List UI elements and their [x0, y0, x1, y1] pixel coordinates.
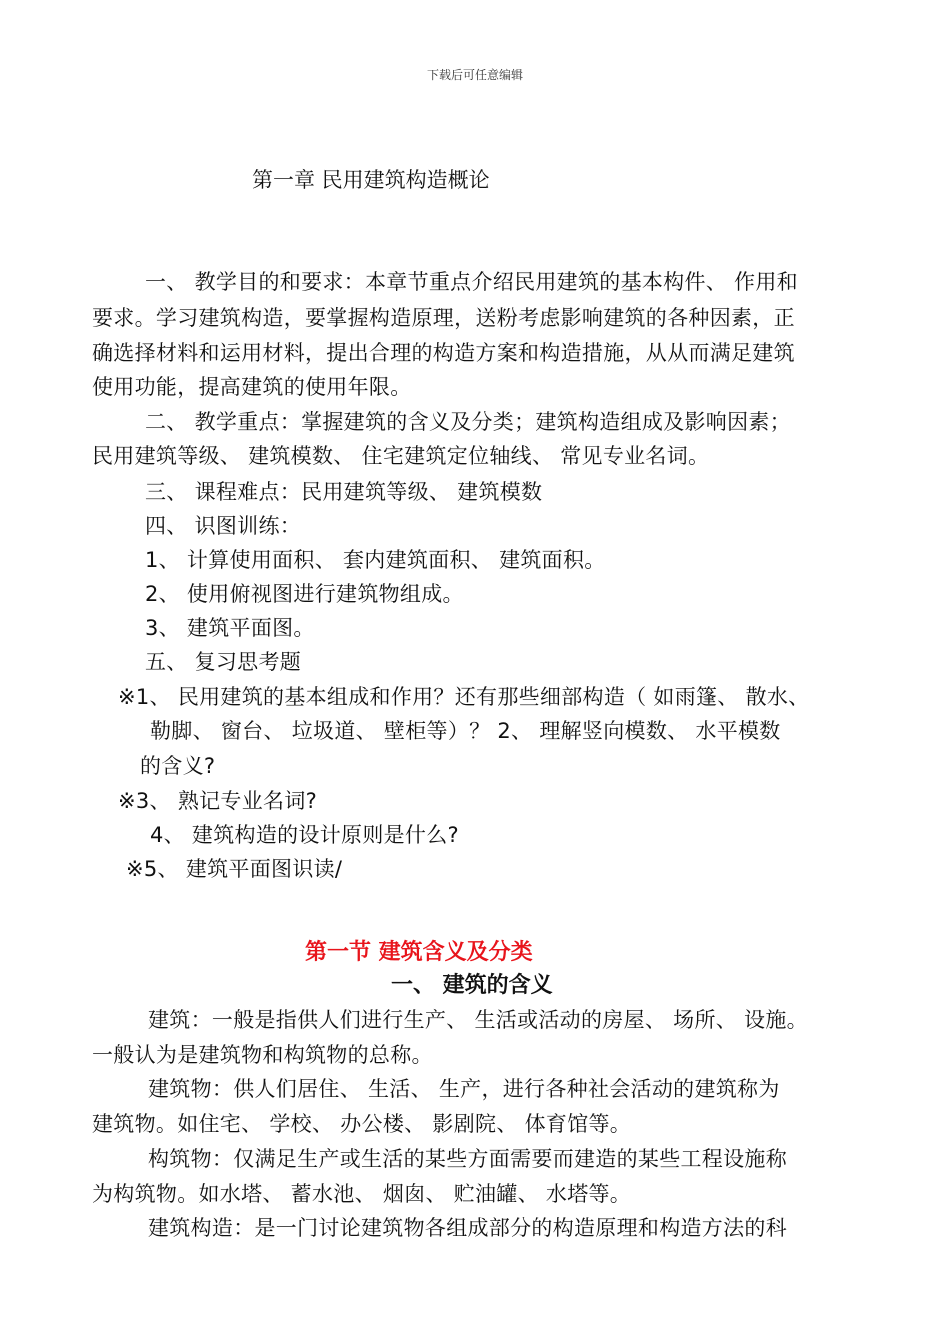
paragraph-line: 二、 教学重点：掌握建筑的含义及分类；建筑构造组成及影响因素；: [145, 410, 791, 434]
paragraph-line: 建筑物。如住宅、 学校、 办公楼、 影剧院、 体育馆等。: [92, 1112, 632, 1136]
paragraph-line: 要求。学习建筑构造，要掌握构造原理，送粉考虑影响建筑的各种因素，正: [92, 306, 795, 330]
question-item: 勒脚、 窗台、 垃圾道、 壁柜等）？ 2、 理解竖向模数、 水平模数: [150, 719, 781, 743]
question-item: 4、 建筑构造的设计原则是什么?: [150, 823, 459, 847]
question-item: ※5、 建筑平面图识读/: [126, 857, 343, 881]
paragraph-line: 一、 教学目的和要求：本章节重点介绍民用建筑的基本构件、 作用和: [145, 270, 798, 294]
paragraph-line: 构筑物：仅满足生产或生活的某些方面需要而建造的某些工程设施称: [148, 1147, 787, 1171]
paragraph-line: 为构筑物。如水塔、 蓄水池、 烟囱、 贮油罐、 水塔等。: [92, 1182, 632, 1206]
list-item: 3、 建筑平面图。: [145, 616, 315, 640]
paragraph-line: 使用功能，提高建筑的使用年限。: [92, 375, 412, 399]
paragraph-line: 民用建筑等级、 建筑模数、 住宅建筑定位轴线、 常见专业名词。: [92, 444, 710, 468]
list-item: 1、 计算使用面积、 套内建筑面积、 建筑面积。: [145, 548, 606, 572]
chapter-title: 第一章 民用建筑构造概论: [252, 168, 490, 192]
paragraph-line: 五、 复习思考题: [145, 650, 302, 674]
paragraph-line: 建筑构造：是一门讨论建筑物各组成部分的构造原理和构造方法的科: [148, 1216, 787, 1240]
paragraph-line: 建筑：一般是指供人们进行生产、 生活或活动的房屋、 场所、 设施。: [148, 1008, 808, 1032]
paragraph-line: 确选择材料和运用材料，提出合理的构造方案和构造措施，从从而满足建筑: [92, 341, 795, 365]
paragraph-line: 一般认为是建筑物和构筑物的总称。: [92, 1043, 433, 1067]
page-header: 下载后可任意编辑: [426, 68, 523, 82]
paragraph-line: 四、 识图训练：: [145, 514, 302, 538]
question-item: 的含义?: [140, 754, 216, 778]
paragraph-line: 三、 课程难点：民用建筑等级、 建筑模数: [145, 480, 543, 504]
section-subtitle: 一、 建筑的含义: [391, 973, 553, 998]
question-item: ※3、 熟记专业名词?: [118, 789, 318, 813]
list-item: 2、 使用俯视图进行建筑物组成。: [145, 582, 464, 606]
question-item: ※1、 民用建筑的基本组成和作用？还有那些细部构造（ 如雨篷、 散水、: [118, 685, 810, 709]
section-title: 第一节 建筑含义及分类: [305, 940, 533, 965]
paragraph-line: 建筑物：供人们居住、 生活、 生产，进行各种社会活动的建筑称为: [148, 1077, 780, 1101]
